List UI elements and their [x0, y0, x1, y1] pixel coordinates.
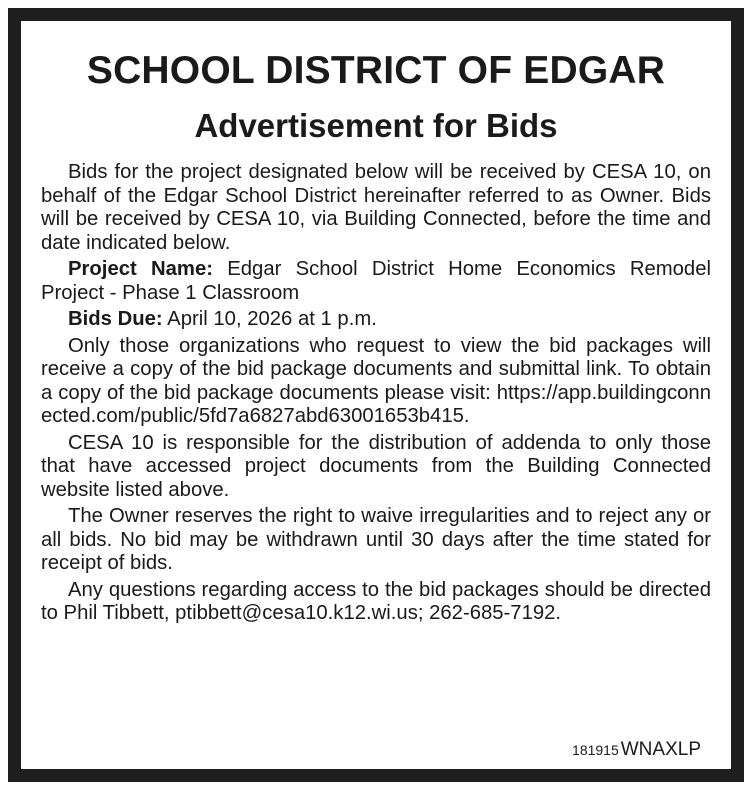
project-name-label: Project Name: [68, 258, 213, 280]
access-text: Only those organizations who request to view the bid packages will receive a copy of the bid package documents and submittal link. To obtain a copy of the bid package documents please visit: [41, 334, 711, 404]
district-title: SCHOOL DISTRICT OF EDGAR [86, 49, 666, 92]
bids-due-value: April 10, 2026 at 1 p.m. [167, 308, 377, 330]
bids-due-label: Bids Due: [68, 308, 163, 330]
ad-number: 181915 [572, 742, 619, 758]
intro-paragraph: Bids for the project designated below will be received by CESA 10, on behalf of the Edgar School District hereinafter referred to as Owner. Bids will be received by CESA 10, via Building Connected, before the time and date indicated below. [41, 161, 711, 254]
project-name-paragraph [41, 258, 711, 305]
rights-paragraph: The Owner reserves the right to waive irregularities and to reject any or all bids. No bid may be withdrawn until 30 days after the time stated for receipt of bids. [41, 505, 711, 574]
project-name-value: Edgar School District Home Economics Remodel Project - Phase 1 Classroom [41, 258, 711, 304]
ad-code: WNAXLP [620, 739, 701, 760]
bid-package-url: https://app.buildingconnected.com/public/5fd7a6827abd63001653b415. [41, 381, 711, 427]
advertisement-heading: Advertisement for Bids [194, 107, 558, 144]
ad-reference [572, 739, 701, 761]
notice-body [41, 161, 711, 629]
bid-advertisement [8, 8, 744, 782]
addenda-paragraph: CESA 10 is responsible for the distribution of addenda to only those that have accessed project documents from the Building Connected website listed above. [41, 431, 711, 501]
access-paragraph [41, 335, 711, 429]
bids-due-paragraph [41, 308, 711, 332]
questions-paragraph: Any questions regarding access to the bid packages should be directed to Phil Tibbett, ptibbett@cesa10.k12.wi.us; 262-685-7192. [41, 578, 711, 624]
